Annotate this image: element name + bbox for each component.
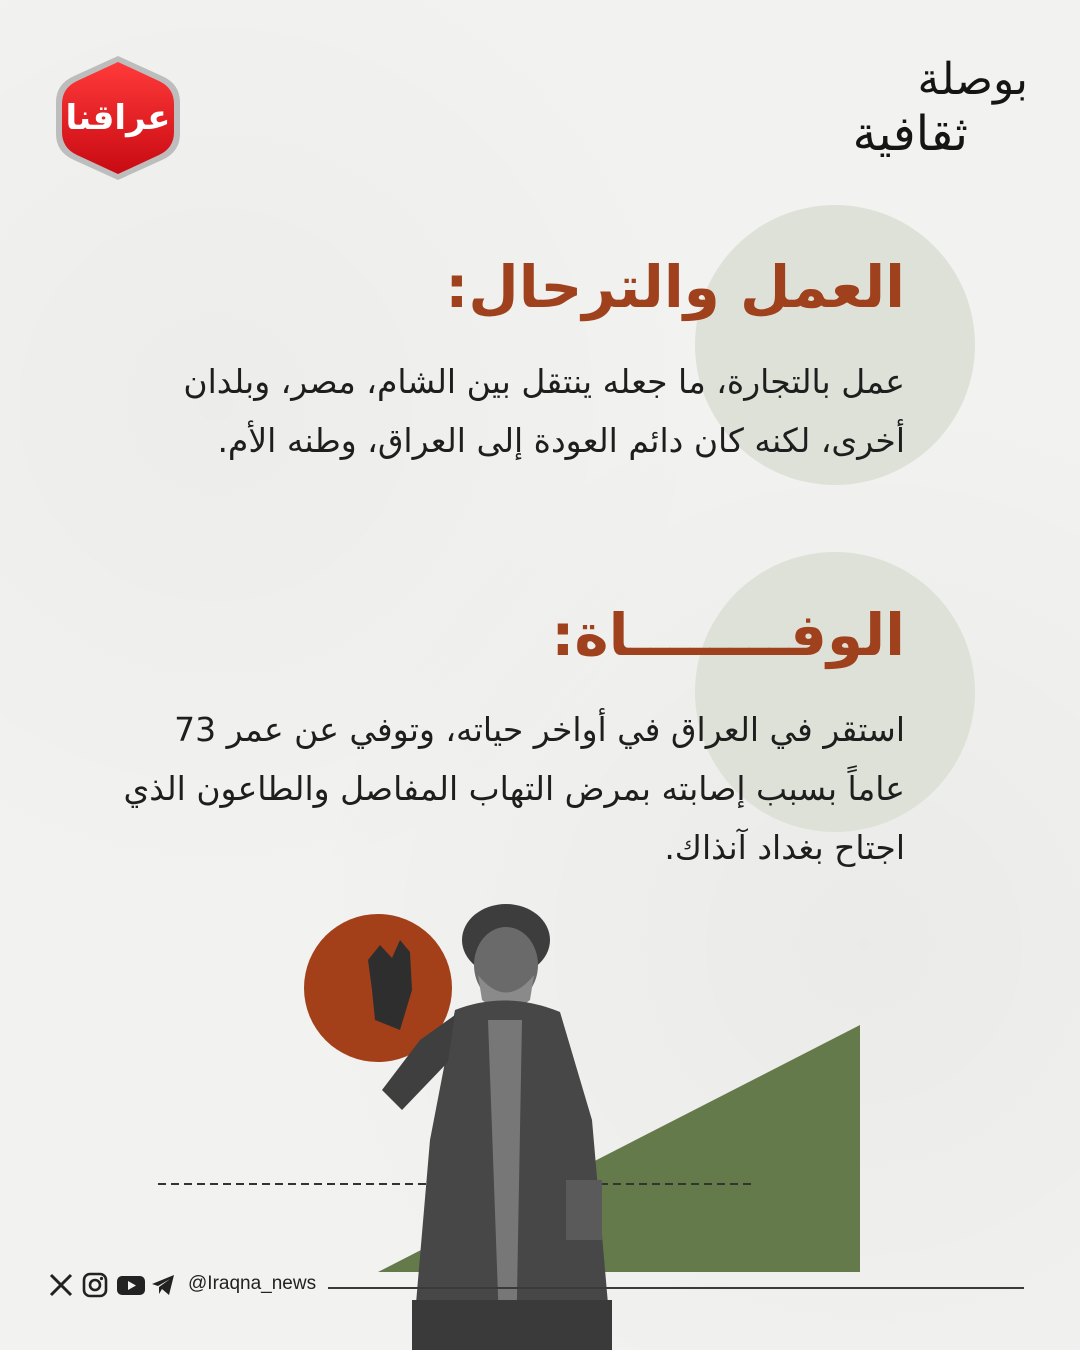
telegram-icon[interactable] — [150, 1272, 176, 1298]
instagram-icon[interactable] — [82, 1272, 108, 1298]
x-icon[interactable] — [48, 1272, 74, 1298]
statue-figure — [368, 904, 612, 1350]
footer-divider — [328, 1287, 1024, 1289]
section-heading-death: الوفــــــــاة: — [551, 601, 905, 669]
section-body-death: استقر في العراق في أواخر حياته، وتوفي عن عمر 73 عاماً بسبب إصابته بمرض التهاب المفاصل والطاعون الذي اجتاح بغداد آنذاك. — [123, 710, 905, 867]
youtube-icon[interactable] — [116, 1272, 142, 1298]
section-heading-work-travel: العمل والترحال: — [445, 253, 905, 321]
section-body-work-travel: عمل بالتجارة، ما جعله ينتقل بين الشام، مصر، وبلدان أخرى، لكنه كان دائم العودة إلى العراق، وطنه الأم. — [183, 362, 905, 460]
social-links — [48, 1270, 176, 1300]
logo-label: عراقنا — [65, 98, 171, 138]
brand-line-2: ثقافية — [852, 106, 968, 162]
social-handle[interactable]: @Iraqna_news — [188, 1273, 317, 1294]
brand-line-1: بوصلة — [917, 54, 1028, 105]
